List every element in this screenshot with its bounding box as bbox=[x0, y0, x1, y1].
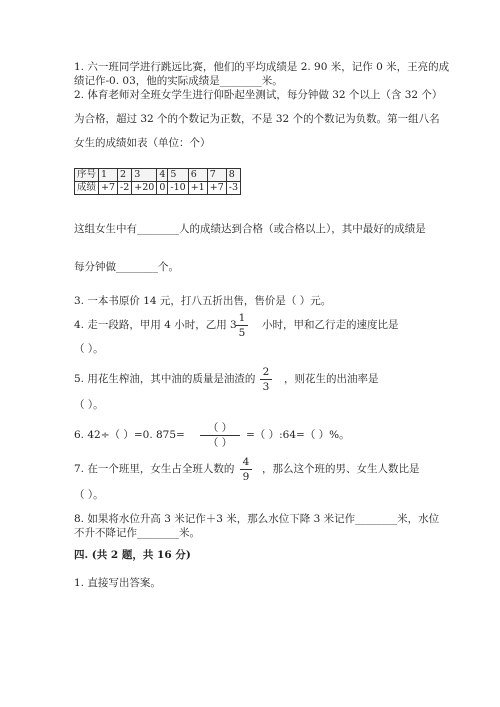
fraction-bar bbox=[236, 325, 248, 326]
fraction-numerator: （ ） bbox=[207, 422, 233, 434]
table-cell: 1 bbox=[99, 169, 118, 182]
q7-text-before: 7. 在一个班里，女生占全班人数的 bbox=[74, 463, 235, 475]
fraction-numerator: 4 bbox=[242, 456, 250, 468]
q5-fraction bbox=[260, 366, 272, 393]
q3-text: 3. 一本书原价 14 元，打八五折出售，售价是（ ）元。 bbox=[74, 295, 332, 307]
fraction-denominator: （ ） bbox=[207, 437, 233, 449]
q7-fraction bbox=[240, 456, 252, 483]
table-cell: -10 bbox=[168, 182, 188, 195]
fraction-numerator: 2 bbox=[262, 366, 270, 378]
q6-text-before: 6. 42÷（ ）=0. 875= bbox=[74, 429, 185, 441]
table-cell: 8 bbox=[226, 169, 240, 182]
q5-text-before: 5. 用花生榨油，其中油的质量是油渣的 bbox=[74, 373, 256, 385]
table-cell: +7 bbox=[207, 182, 226, 195]
q7-blank: （ ）。 bbox=[74, 489, 104, 501]
table-cell: +20 bbox=[132, 182, 157, 195]
table-cell: 3 bbox=[132, 169, 157, 182]
q1-line1: 1. 六一班同学进行跳远比赛，他们的平均成绩是 2. 90 米，记作 0 米，王亮的成 bbox=[74, 61, 450, 73]
section-item-1: 1. 直接写出答案。 bbox=[74, 577, 161, 589]
fraction-denominator: 5 bbox=[238, 327, 246, 339]
section-title: 四. (共 2 题，共 16 分) bbox=[74, 549, 191, 561]
table-cell: +1 bbox=[188, 182, 207, 195]
fraction-bar bbox=[240, 469, 252, 470]
q8-line2: 不升不降记作________米。 bbox=[74, 527, 200, 539]
table-cell: 序号 bbox=[75, 169, 99, 182]
fraction-denominator: 3 bbox=[262, 381, 270, 393]
q4-blank: （ ）。 bbox=[74, 343, 104, 355]
score-table bbox=[74, 168, 241, 195]
table-cell: 5 bbox=[168, 169, 188, 182]
table-cell: 4 bbox=[157, 169, 168, 182]
table-cell: -3 bbox=[226, 182, 240, 195]
table-cell: +7 bbox=[99, 182, 118, 195]
score-table-score-row bbox=[75, 182, 241, 195]
q5-text-after: ，则花生的出油率是 bbox=[284, 373, 379, 385]
q1-line2: 绩记作-0. 03，他的实际成绩是________米。 bbox=[74, 75, 283, 87]
table-cell: 7 bbox=[207, 169, 226, 182]
score-table-header-row bbox=[75, 169, 241, 182]
table-cell: 0 bbox=[157, 182, 168, 195]
table-cell: -2 bbox=[118, 182, 132, 195]
q2-line2: 为合格，超过 32 个的个数记为正数，不是 32 个的个数记为负数。第一组八名 bbox=[74, 113, 440, 125]
q2-line5: 每分钟做________个。 bbox=[74, 261, 179, 273]
q2-line1: 2. 体育老师对全班女学生进行仰卧起坐测试，每分钟做 32 个以上（含 32 个） bbox=[74, 89, 443, 101]
table-cell: 6 bbox=[188, 169, 207, 182]
q6-text-after: =（ ）:64=（ ）%。 bbox=[246, 429, 350, 441]
fraction-bar bbox=[200, 435, 240, 436]
table-cell: 成绩 bbox=[75, 182, 99, 195]
q4-fraction bbox=[236, 312, 248, 339]
table-cell: 2 bbox=[118, 169, 132, 182]
q6-fraction bbox=[200, 422, 240, 449]
q2-line4: 这组女生中有________人的成绩达到合格（或合格以上），其中最好的成绩是 bbox=[74, 223, 426, 235]
q4-text-after: 小时，甲和乙行走的速度比是 bbox=[262, 319, 399, 331]
q8-line1: 8. 如果将水位升高 3 米记作＋3 米，那么水位下降 3 米记作________米，水位 bbox=[74, 513, 440, 525]
fraction-bar bbox=[260, 379, 272, 380]
q2-line3: 女生的成绩如表（单位：个） bbox=[74, 137, 211, 149]
q5-blank: （ ）。 bbox=[74, 399, 104, 411]
fraction-denominator: 9 bbox=[242, 471, 250, 483]
q7-text-after: ，那么这个班的男、女生人数比是 bbox=[262, 463, 420, 475]
q4-text-before: 4. 走一段路，甲用 4 小时，乙用 3 bbox=[74, 319, 237, 331]
fraction-numerator: 1 bbox=[238, 312, 246, 324]
